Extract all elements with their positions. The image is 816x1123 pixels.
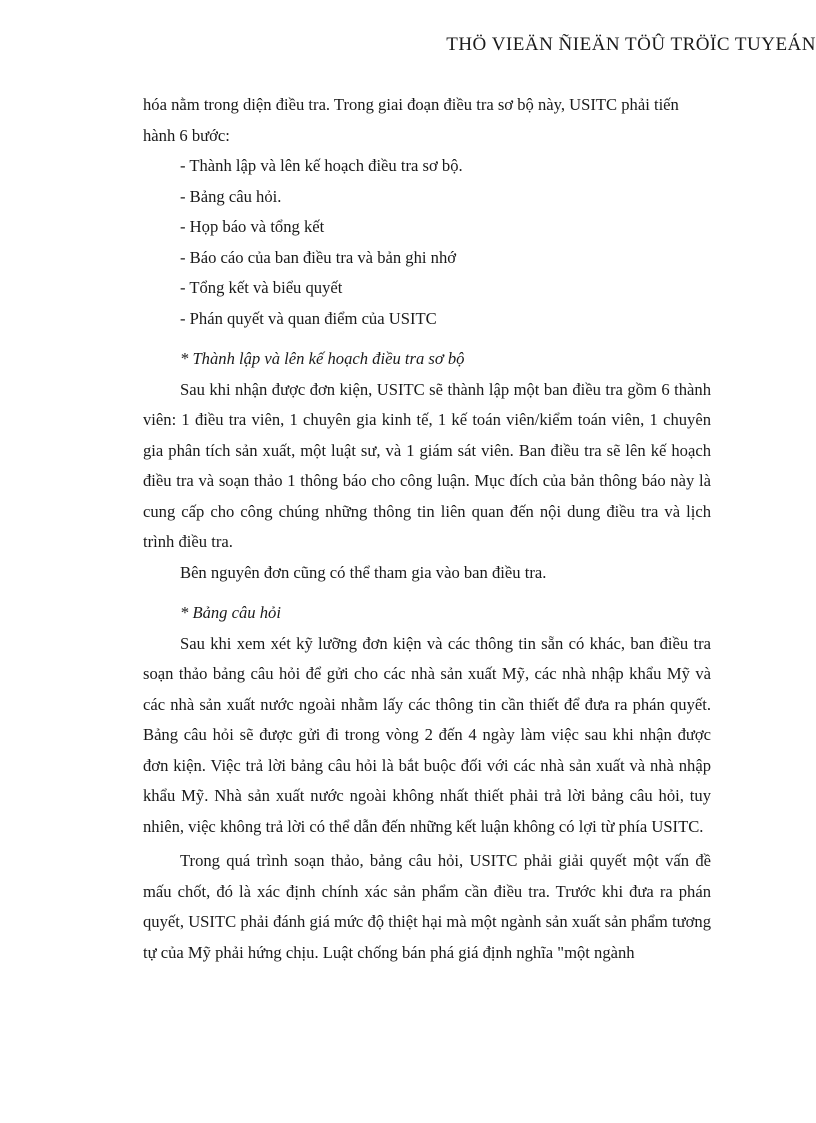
paragraph-product-definition: Trong quá trình soạn thảo, bảng câu hỏi, USITC phải giải quyết một vấn đề mấu chốt, đó là xác định chính xác sản phẩm cần điều tra. Trước khi đưa ra phán quyết, USITC phải đánh giá mức độ thiệt hại mà một ngành sản xuất sản phẩm tương tự của Mỹ phải hứng chịu. Luật chống bán phá giá định nghĩa "một ngành: [143, 851, 711, 962]
intro-line-1: hóa nằm trong diện điều tra. Trong giai đoạn điều tra sơ bộ này, USITC phải tiến: [143, 95, 679, 114]
step-item: - Phán quyết và quan điểm của USITC: [180, 308, 437, 328]
page-header: THÖ VIEÄN ÑIEÄN TÖÛ TRÖÏC TUYEÁN: [446, 34, 816, 55]
step-item: - Họp báo và tổng kết: [180, 217, 325, 236]
step-item: - Tổng kết và biểu quyết: [180, 278, 343, 297]
paragraph-plaintiff: Bên nguyên đơn cũng có thể tham gia vào ban điều tra.: [180, 562, 547, 582]
document-body: [143, 90, 711, 968]
section-heading-establish: * Thành lập và lên kế hoạch điều tra sơ bộ: [180, 349, 465, 368]
step-item: - Báo cáo của ban điều tra và bản ghi nhớ: [180, 247, 457, 267]
step-item: - Bảng câu hỏi.: [180, 186, 282, 206]
step-item: - Thành lập và lên kế hoạch điều tra sơ bộ.: [180, 156, 463, 175]
section-heading-questionnaire: * Bảng câu hỏi: [180, 603, 281, 622]
intro-line-2: hành 6 bước:: [143, 125, 230, 145]
paragraph-questionnaire: Sau khi xem xét kỹ lưỡng đơn kiện và các thông tin sẵn có khác, ban điều tra soạn thảo bảng câu hỏi để gửi cho các nhà sản xuất Mỹ, các nhà nhập khẩu Mỹ và các nhà sản xuất nước ngoài nhằm lấy các thông tin cần thiết để đưa ra phán quyết. Bảng câu hỏi sẽ được gửi đi trong vòng 2 đến 4 ngày làm việc sau khi nhận được đơn kiện. Việc trả lời bảng câu hỏi là bắt buộc đối với các nhà sản xuất và nhà nhập khẩu Mỹ. Nhà sản xuất nước ngoài không nhất thiết phải trả lời bảng câu hỏi, tuy nhiên, việc không trả lời có thể dẫn đến những kết luận không có lợi từ phía USITC.: [143, 633, 711, 836]
paragraph-establish: Sau khi nhận được đơn kiện, USITC sẽ thành lập một ban điều tra gồm 6 thành viên: 1 điều tra viên, 1 chuyên gia kinh tế, 1 kế toán viên/kiểm toán viên, 1 chuyên gia phân tích sản xuất, một luật sư, và 1 giám sát viên. Ban điều tra sẽ lên kế hoạch điều tra và soạn thảo 1 thông báo cho công luận. Mục đích của bản thông báo này là cung cấp cho công chúng những thông tin liên quan đến nội dung điều tra và lịch trình điều tra.: [143, 379, 711, 551]
